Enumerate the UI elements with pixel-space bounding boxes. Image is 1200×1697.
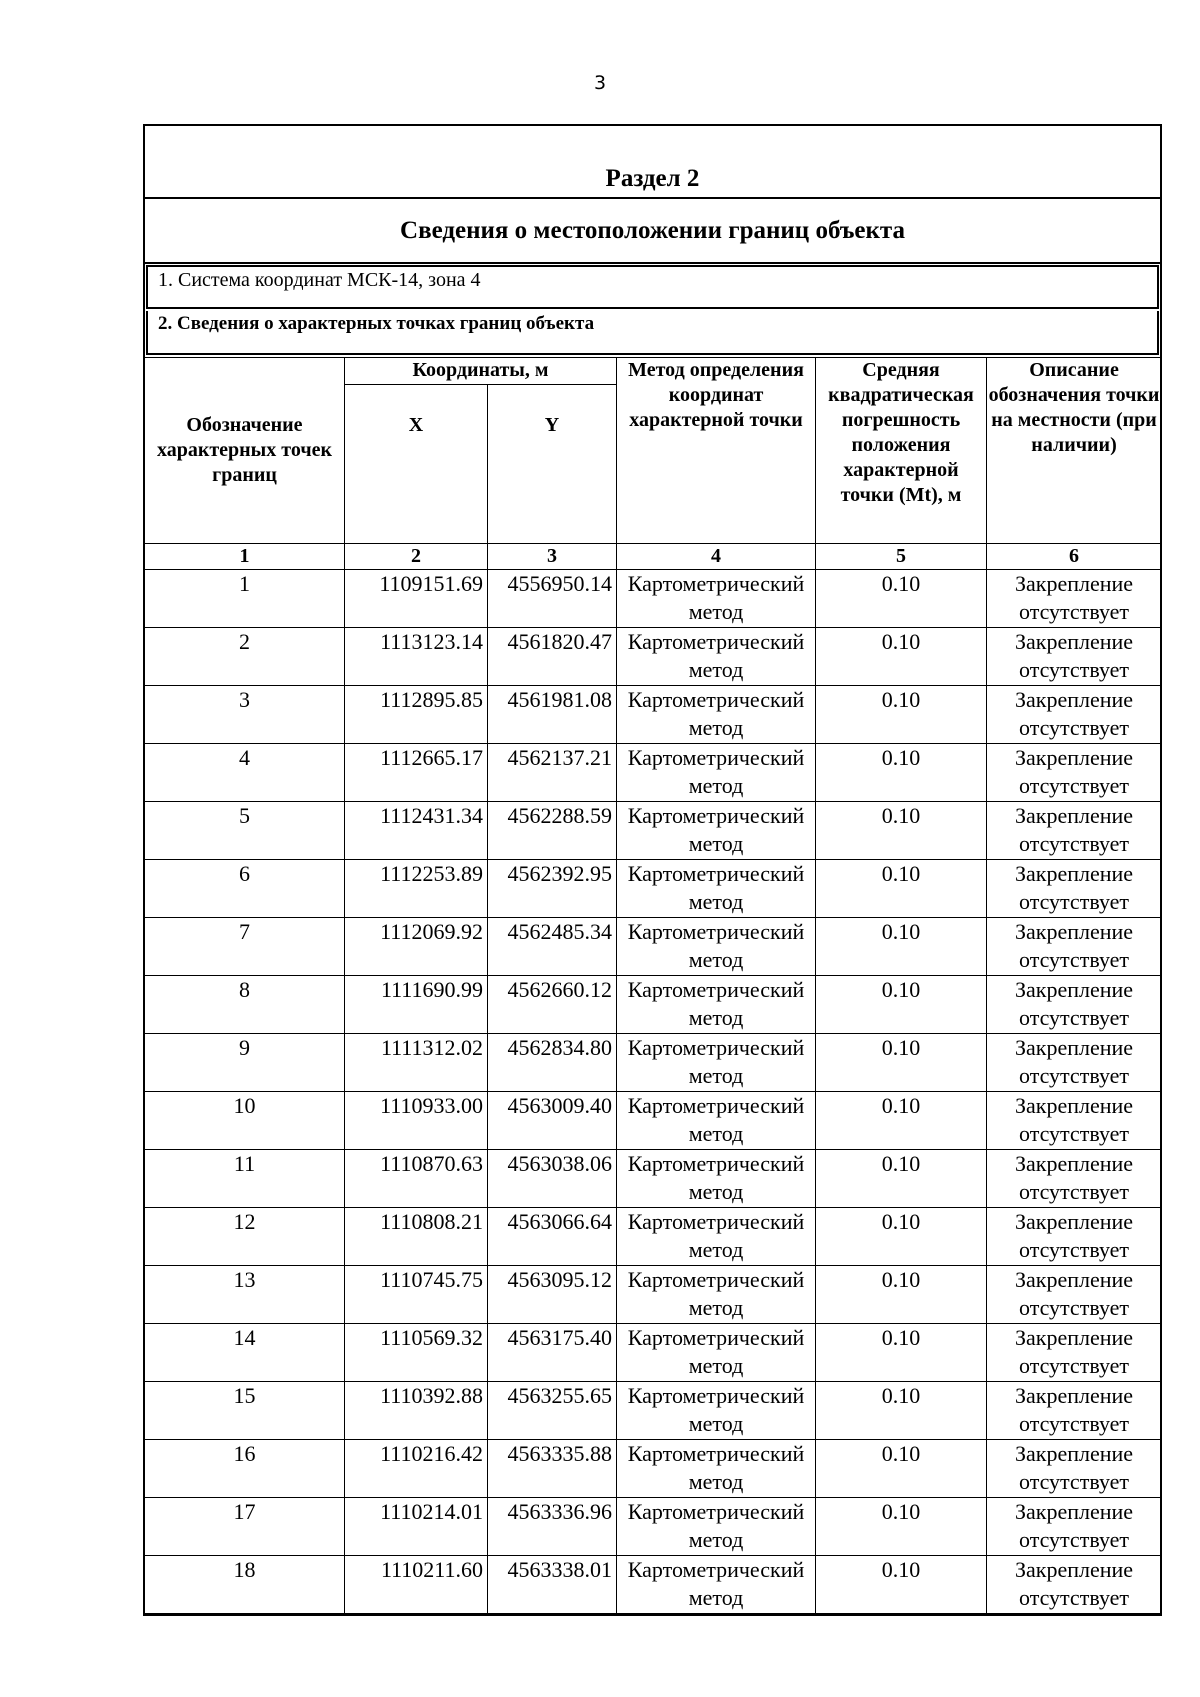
point-number-cell: 3 [145, 686, 345, 744]
header-designation: Обозначение характерных точек границ [145, 358, 345, 544]
table-row [145, 1266, 1162, 1324]
description-cell: Закрепление отсутствует [987, 976, 1162, 1034]
error-cell: 0.10 [816, 860, 987, 918]
description-cell: Закрепление отсутствует [987, 918, 1162, 976]
method-cell: Картометрический метод [617, 802, 816, 860]
table-row [145, 802, 1162, 860]
coord-y-cell: 4562485.34 [488, 918, 617, 976]
section-title: Раздел 2 [145, 126, 1160, 199]
table-row [145, 1324, 1162, 1382]
header-coordinates: Координаты, м [345, 358, 617, 385]
column-number: 6 [987, 544, 1162, 570]
column-number: 4 [617, 544, 816, 570]
point-number-cell: 5 [145, 802, 345, 860]
header-x: X [345, 385, 488, 544]
coord-x-cell: 1110569.32 [345, 1324, 488, 1382]
point-number-cell: 8 [145, 976, 345, 1034]
table-row [145, 1150, 1162, 1208]
coord-y-cell: 4563175.40 [488, 1324, 617, 1382]
point-number-cell: 15 [145, 1382, 345, 1440]
table-row [145, 744, 1162, 802]
point-number-cell: 13 [145, 1266, 345, 1324]
method-cell: Картометрический метод [617, 1034, 816, 1092]
column-number: 3 [488, 544, 617, 570]
coord-y-cell: 4563066.64 [488, 1208, 617, 1266]
coord-x-cell: 1110870.63 [345, 1150, 488, 1208]
coord-y-cell: 4563095.12 [488, 1266, 617, 1324]
coord-x-cell: 1110392.88 [345, 1382, 488, 1440]
method-cell: Картометрический метод [617, 1382, 816, 1440]
error-cell: 0.10 [816, 802, 987, 860]
error-cell: 0.10 [816, 1556, 987, 1614]
table-row [145, 976, 1162, 1034]
coord-x-cell: 1111690.99 [345, 976, 488, 1034]
method-cell: Картометрический метод [617, 1498, 816, 1556]
table-row [145, 918, 1162, 976]
method-cell: Картометрический метод [617, 918, 816, 976]
coord-y-cell: 4561820.47 [488, 628, 617, 686]
coord-x-cell: 1110745.75 [345, 1266, 488, 1324]
point-number-cell: 10 [145, 1092, 345, 1150]
point-number-cell: 2 [145, 628, 345, 686]
table-row [145, 686, 1162, 744]
description-cell: Закрепление отсутствует [987, 1034, 1162, 1092]
point-number-cell: 14 [145, 1324, 345, 1382]
method-cell: Картометрический метод [617, 1150, 816, 1208]
description-cell: Закрепление отсутствует [987, 1150, 1162, 1208]
coord-x-cell: 1109151.69 [345, 570, 488, 628]
error-cell: 0.10 [816, 686, 987, 744]
coord-x-cell: 1112665.17 [345, 744, 488, 802]
coord-y-cell: 4562834.80 [488, 1034, 617, 1092]
coord-y-cell: 4563335.88 [488, 1440, 617, 1498]
description-cell: Закрепление отсутствует [987, 570, 1162, 628]
error-cell: 0.10 [816, 1382, 987, 1440]
coord-x-cell: 1112895.85 [345, 686, 488, 744]
error-cell: 0.10 [816, 1208, 987, 1266]
point-number-cell: 12 [145, 1208, 345, 1266]
method-cell: Картометрический метод [617, 628, 816, 686]
coord-system-line: 1. Система координат МСК-14, зона 4 [146, 265, 1159, 309]
table-row [145, 1092, 1162, 1150]
error-cell: 0.10 [816, 1440, 987, 1498]
coord-x-cell: 1112253.89 [345, 860, 488, 918]
table-row [145, 628, 1162, 686]
method-cell: Картометрический метод [617, 570, 816, 628]
point-number-cell: 1 [145, 570, 345, 628]
coord-y-cell: 4563038.06 [488, 1150, 617, 1208]
coord-x-cell: 1110216.42 [345, 1440, 488, 1498]
point-number-cell: 9 [145, 1034, 345, 1092]
coord-x-cell: 1112069.92 [345, 918, 488, 976]
coord-y-cell: 4562392.95 [488, 860, 617, 918]
points-heading: 2. Сведения о характерных точках границ объекта [146, 311, 1159, 355]
coord-y-cell: 4563255.65 [488, 1382, 617, 1440]
column-number: 2 [345, 544, 488, 570]
coord-y-cell: 4563009.40 [488, 1092, 617, 1150]
table-row [145, 1556, 1162, 1614]
description-cell: Закрепление отсутствует [987, 1324, 1162, 1382]
coord-x-cell: 1110211.60 [345, 1556, 488, 1614]
column-number: 5 [816, 544, 987, 570]
description-cell: Закрепление отсутствует [987, 744, 1162, 802]
header-method: Метод определения координат характерной точки [617, 358, 816, 544]
method-cell: Картометрический метод [617, 686, 816, 744]
error-cell: 0.10 [816, 1498, 987, 1556]
method-cell: Картометрический метод [617, 1324, 816, 1382]
section-subtitle: Сведения о местоположении границ объекта [145, 199, 1160, 264]
error-cell: 0.10 [816, 628, 987, 686]
coord-x-cell: 1112431.34 [345, 802, 488, 860]
description-cell: Закрепление отсутствует [987, 1498, 1162, 1556]
point-number-cell: 7 [145, 918, 345, 976]
description-cell: Закрепление отсутствует [987, 1092, 1162, 1150]
table-row [145, 1034, 1162, 1092]
description-cell: Закрепление отсутствует [987, 860, 1162, 918]
table-row [145, 860, 1162, 918]
description-cell: Закрепление отсутствует [987, 1208, 1162, 1266]
point-number-cell: 18 [145, 1556, 345, 1614]
error-cell: 0.10 [816, 918, 987, 976]
column-number: 1 [145, 544, 345, 570]
boundary-points-table [144, 357, 1162, 1614]
coord-y-cell: 4561981.08 [488, 686, 617, 744]
method-cell: Картометрический метод [617, 860, 816, 918]
coord-y-cell: 4563338.01 [488, 1556, 617, 1614]
method-cell: Картометрический метод [617, 976, 816, 1034]
coord-x-cell: 1110933.00 [345, 1092, 488, 1150]
error-cell: 0.10 [816, 1324, 987, 1382]
error-cell: 0.10 [816, 976, 987, 1034]
table-row [145, 1498, 1162, 1556]
method-cell: Картометрический метод [617, 1440, 816, 1498]
column-numbers-row [145, 544, 1162, 570]
section-frame [143, 124, 1162, 1616]
description-cell: Закрепление отсутствует [987, 802, 1162, 860]
description-cell: Закрепление отсутствует [987, 1440, 1162, 1498]
description-cell: Закрепление отсутствует [987, 686, 1162, 744]
point-number-cell: 16 [145, 1440, 345, 1498]
error-cell: 0.10 [816, 1034, 987, 1092]
header-error: Средняя квадратическая погрешность положения характерной точки (Mt), м [816, 358, 987, 544]
table-row [145, 1208, 1162, 1266]
point-number-cell: 17 [145, 1498, 345, 1556]
method-cell: Картометрический метод [617, 1208, 816, 1266]
table-row [145, 1382, 1162, 1440]
coord-y-cell: 4556950.14 [488, 570, 617, 628]
coord-y-cell: 4562137.21 [488, 744, 617, 802]
method-cell: Картометрический метод [617, 1092, 816, 1150]
coord-x-cell: 1110214.01 [345, 1498, 488, 1556]
method-cell: Картометрический метод [617, 744, 816, 802]
coord-x-cell: 1111312.02 [345, 1034, 488, 1092]
description-cell: Закрепление отсутствует [987, 1382, 1162, 1440]
error-cell: 0.10 [816, 1150, 987, 1208]
coord-y-cell: 4563336.96 [488, 1498, 617, 1556]
table-row [145, 1440, 1162, 1498]
coord-x-cell: 1110808.21 [345, 1208, 488, 1266]
header-description: Описание обозначения точки на местности (при наличии) [987, 358, 1162, 544]
description-cell: Закрепление отсутствует [987, 1556, 1162, 1614]
point-number-cell: 11 [145, 1150, 345, 1208]
point-number-cell: 4 [145, 744, 345, 802]
coord-y-cell: 4562288.59 [488, 802, 617, 860]
error-cell: 0.10 [816, 1266, 987, 1324]
table-row [145, 570, 1162, 628]
description-cell: Закрепление отсутствует [987, 1266, 1162, 1324]
coord-x-cell: 1113123.14 [345, 628, 488, 686]
error-cell: 0.10 [816, 744, 987, 802]
point-number-cell: 6 [145, 860, 345, 918]
header-y: Y [488, 385, 617, 544]
description-cell: Закрепление отсутствует [987, 628, 1162, 686]
method-cell: Картометрический метод [617, 1556, 816, 1614]
page-number: 3 [593, 72, 607, 94]
coord-y-cell: 4562660.12 [488, 976, 617, 1034]
method-cell: Картометрический метод [617, 1266, 816, 1324]
error-cell: 0.10 [816, 570, 987, 628]
error-cell: 0.10 [816, 1092, 987, 1150]
